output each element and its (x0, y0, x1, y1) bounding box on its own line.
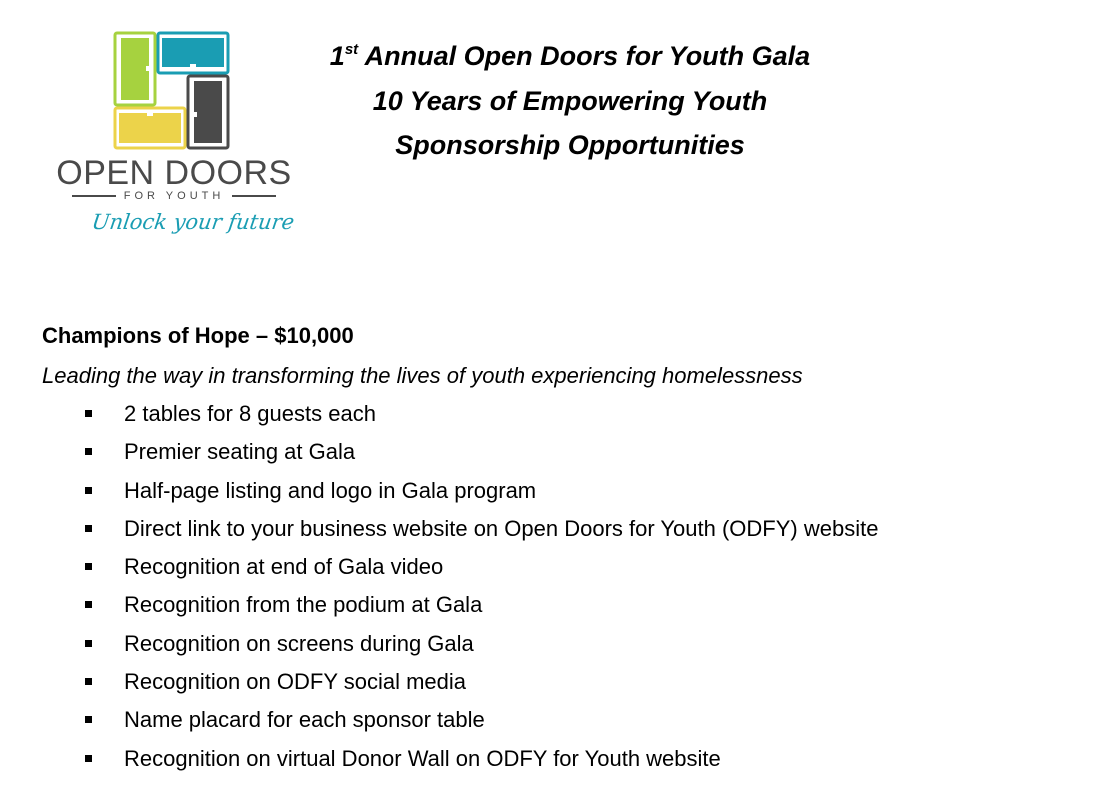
benefit-text: Direct link to your business website on Open Doors for Youth (ODFY) website (124, 515, 879, 541)
logo-subtitle-text: FOR YOUTH (123, 190, 225, 202)
bullet-icon (85, 755, 92, 762)
page-header (300, 34, 840, 168)
bullet-icon (85, 640, 92, 647)
benefit-text: Half-page listing and logo in Gala program (124, 477, 537, 503)
organization-logo (54, 30, 294, 245)
benefit-text: 2 tables for 8 guests each (124, 401, 376, 426)
benefit-text: Name placard for each sponsor table (124, 707, 485, 733)
bullet-icon (85, 525, 92, 532)
benefit-text: Recognition on screens during Gala (124, 630, 474, 656)
benefit-text: Recognition at end of Gala video (124, 554, 444, 580)
gala-subtitle: 10 Years of Empowering Youth (372, 85, 768, 116)
bullet-icon (85, 487, 92, 494)
benefit-text: Recognition on virtual Donor Wall on ODFY for Youth website (124, 745, 721, 771)
gala-title-text: Annual Open Doors for Youth Gala (358, 41, 811, 71)
sponsorship-tier-tagline: Leading the way in transforming the lives of youth experiencing homelessness (42, 363, 803, 388)
logo-subtitle (72, 190, 276, 202)
benefit-text: Recognition on ODFY social media (124, 669, 466, 695)
benefit-text: Recognition from the podium at Gala (124, 592, 483, 618)
logo-tagline: Unlock your future (90, 210, 296, 234)
logo-rule-left (72, 195, 116, 197)
bullet-icon (85, 678, 92, 685)
bullet-icon (85, 448, 92, 455)
sponsorship-tier-title: Champions of Hope – $10,000 (42, 323, 354, 348)
gala-title-ordinal-suffix: st (344, 41, 359, 58)
bullet-icon (85, 601, 92, 608)
doors-logo-icon (112, 30, 232, 150)
benefit-text: Premier seating at Gala (124, 439, 356, 465)
gala-title-ordinal: 1 (329, 41, 345, 71)
bullet-icon (85, 563, 92, 570)
gala-title (300, 34, 840, 79)
bullet-icon (85, 716, 92, 723)
bullet-icon (85, 410, 92, 417)
page-title: Sponsorship Opportunities (395, 130, 745, 160)
logo-rule-right (232, 195, 276, 197)
logo-name: OPEN DOORS (56, 154, 292, 192)
